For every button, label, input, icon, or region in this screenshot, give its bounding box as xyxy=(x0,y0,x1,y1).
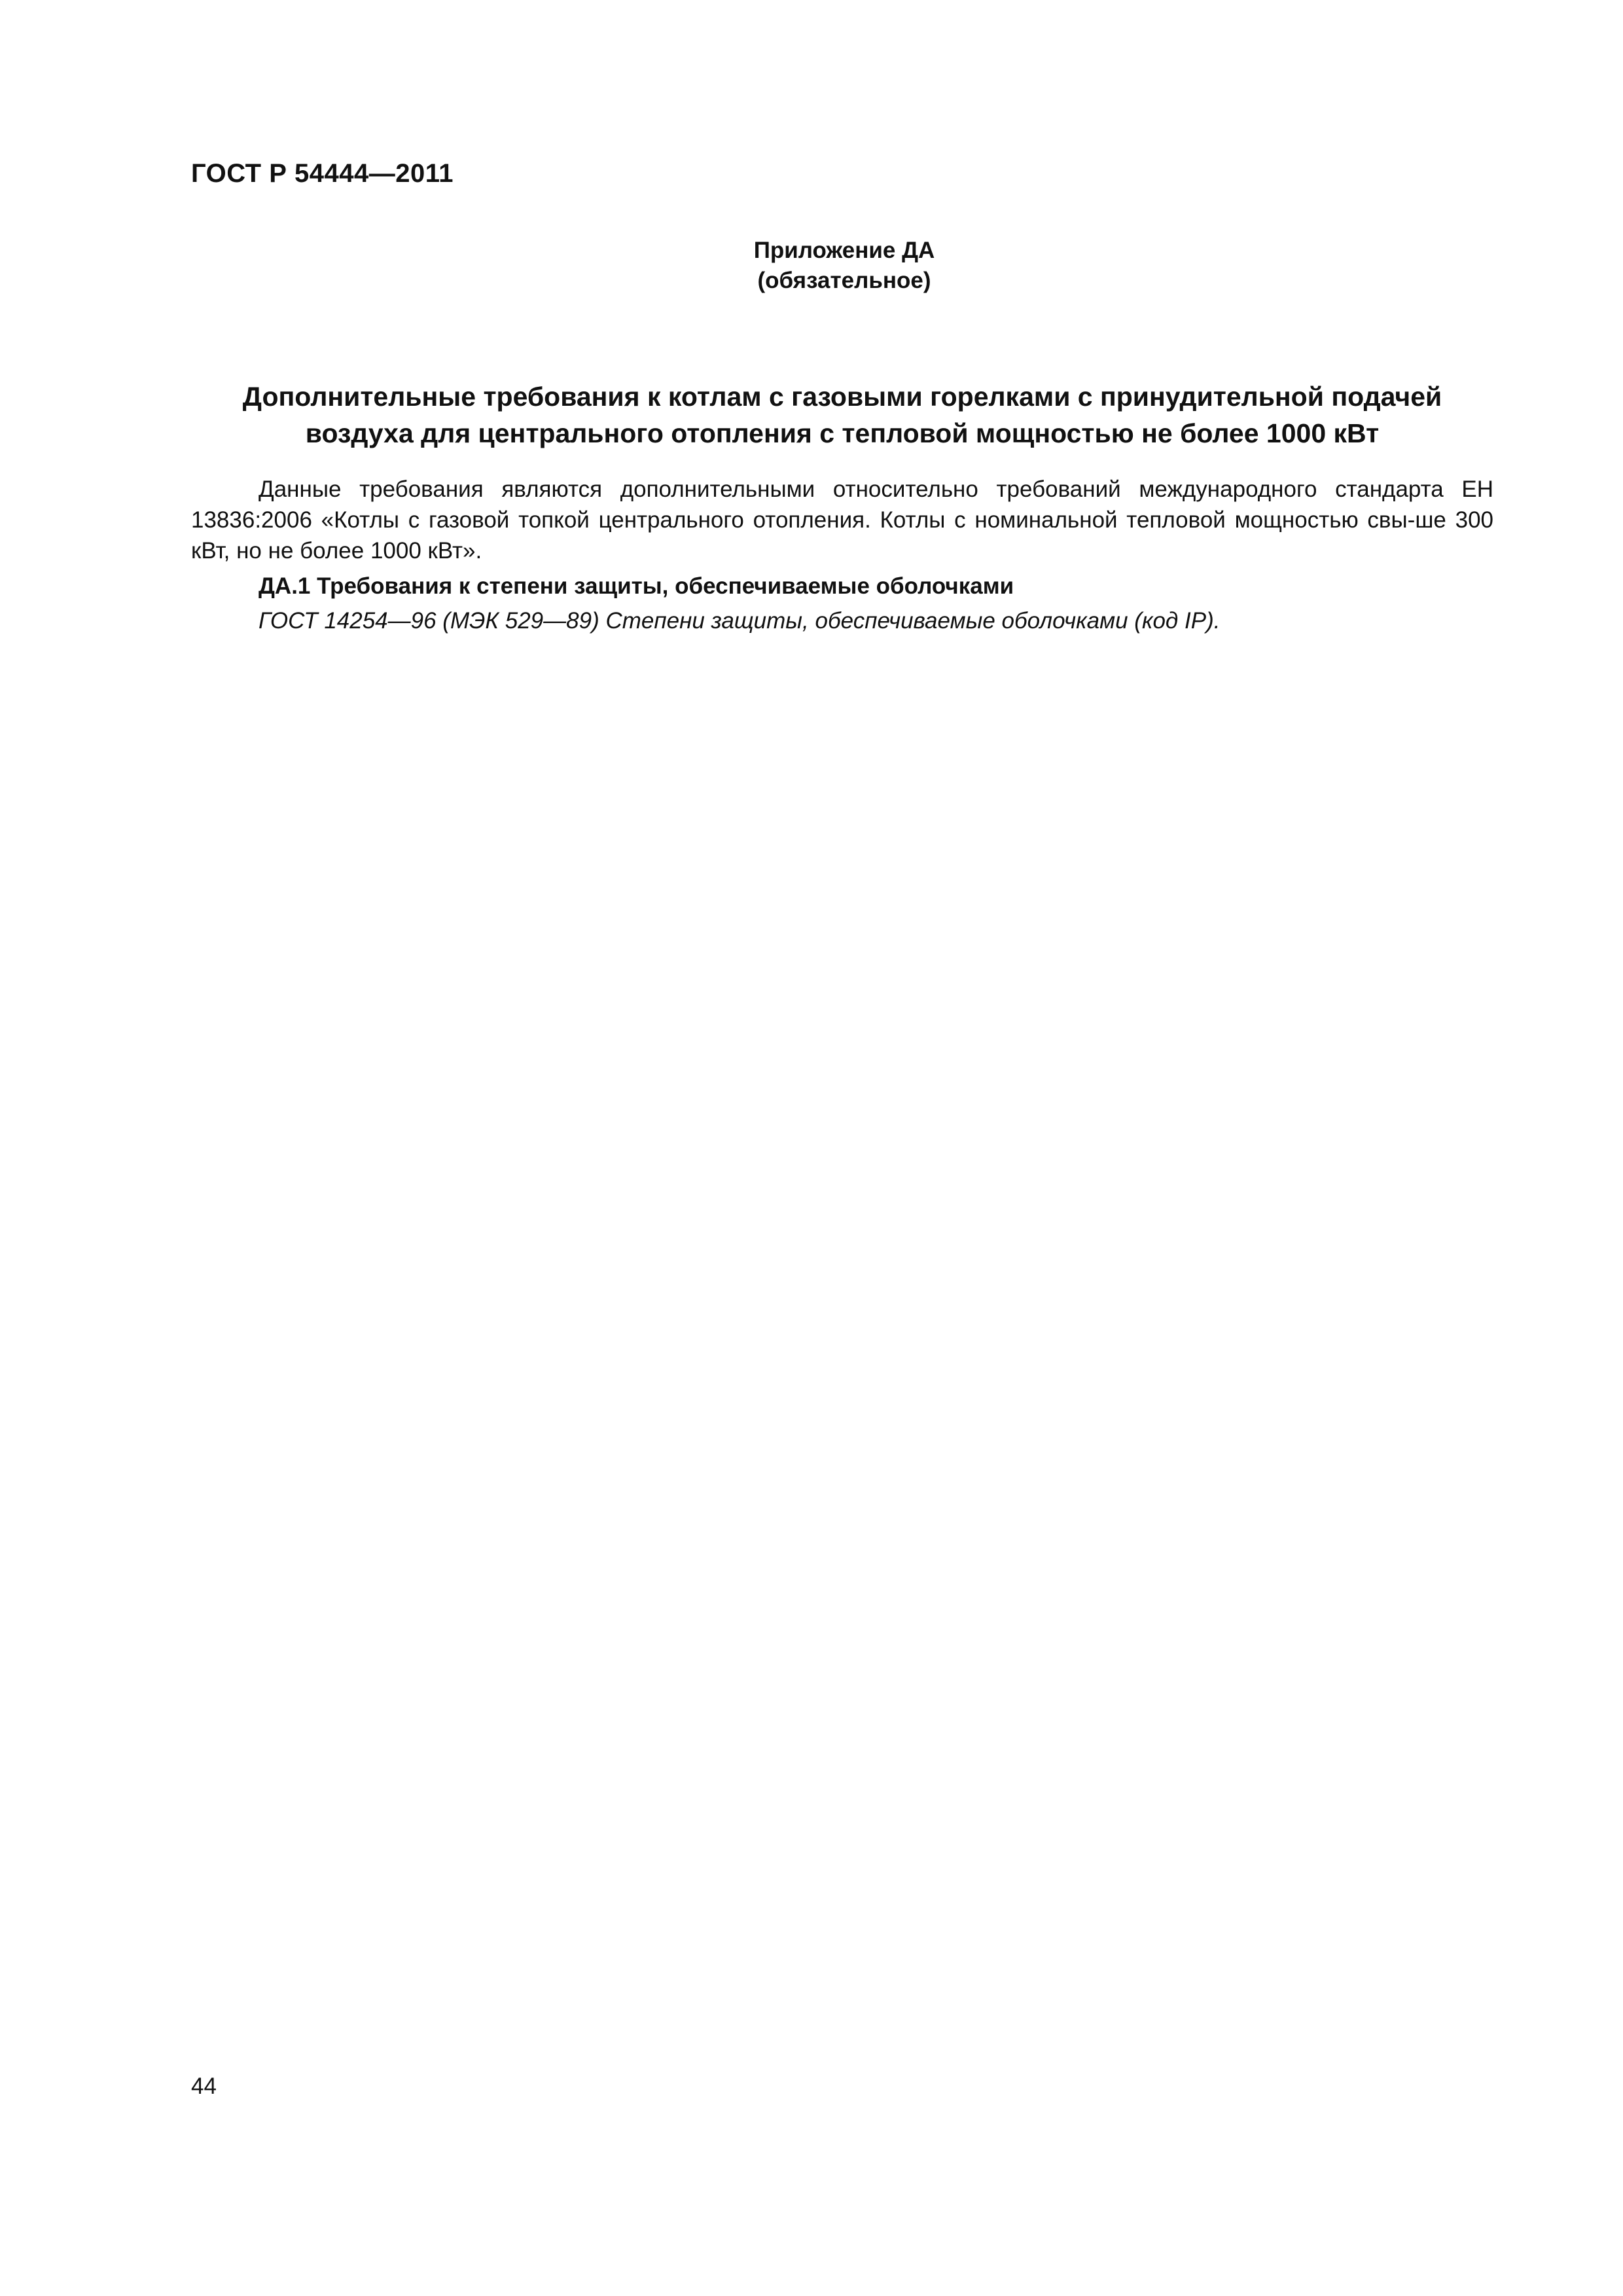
intro-text: Данные требования являются дополнительными относительно требований международного стандарта ЕН 13836:2006 «Котлы с газовой топкой центрального отопления. Котлы с номинальной тепловой мощностью свы-ше 300 кВт, но не более 1000 кВт». xyxy=(191,476,1493,564)
document-code: ГОСТ Р 54444—2011 xyxy=(191,159,454,188)
page-number: 44 xyxy=(191,2073,217,2099)
main-title xyxy=(191,378,1493,452)
appendix-status: (обязательное) xyxy=(757,268,931,293)
appendix-title: Приложение ДА xyxy=(753,238,935,263)
section-da1-heading: ДА.1 Требования к степени защиты, обеспечиваемые оболочками xyxy=(259,573,1014,599)
section-da1-reference: ГОСТ 14254—96 (МЭК 529—89) Степени защиты, обеспечиваемые оболочками (код IP). xyxy=(259,608,1221,634)
intro-paragraph xyxy=(191,474,1493,566)
main-title-line-1: Дополнительные требования к котлам с газовыми горелками с принудительной подачей xyxy=(242,382,1442,412)
main-title-line-2: воздуха для центрального отопления с тепловой мощностью не более 1000 кВт xyxy=(305,418,1380,448)
appendix-heading xyxy=(713,236,975,296)
